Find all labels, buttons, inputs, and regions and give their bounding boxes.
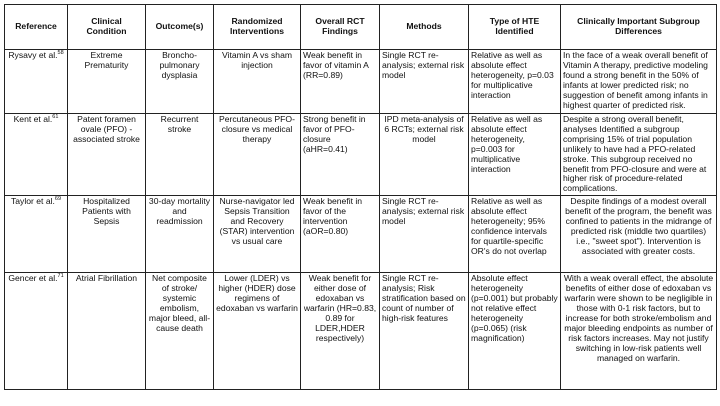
- cell-hte-type: Relative as well as absolute effect heterogeneity, p=0.03 for multiplicative interaction: [469, 50, 561, 114]
- reference-number: 71: [57, 273, 64, 280]
- cell-hte-type: Absolute effect heterogeneity (p=0.001) but probably not relative effect heterogeneity (p=0.065) (risk magnification): [469, 273, 561, 390]
- cell-outcomes: Broncho-pulmonary dysplasia: [146, 50, 214, 114]
- header-subgroup-differences: Clinically Important Subgroup Differences: [561, 5, 717, 50]
- cell-differences: Despite a strong overall benefit, analyses Identified a subgroup comprising 15% of trial population unlikely to have had a PFO-related stroke. This subgroup received no benefit from PFO-closure and were at higher risk of procedure-related complications.: [561, 114, 717, 196]
- cell-findings: Weak benefit in favor of the intervention (aOR=0.80): [301, 196, 380, 273]
- header-row: [5, 5, 717, 50]
- cell-differences: With a weak overall effect, the absolute benefits of either dose of edoxaban vs warfarin were shown to be negligible in those with 0-1 risk factors, but to increase for both stroke/embolism and major bleeding endpoints as number of risk factors increases. May not justify switching in low-risk patients well managed on warfarin.: [561, 273, 717, 390]
- cell-condition: Extreme Prematurity: [68, 50, 146, 114]
- cell-findings: Strong benefit in favor of PFO-closure (aHR=0.41): [301, 114, 380, 196]
- page: [4, 4, 716, 390]
- cell-methods: IPD meta-analysis of 6 RCTs; external risk model: [380, 114, 469, 196]
- cell-reference: [5, 50, 68, 114]
- cell-methods: Single RCT re-analysis; external risk model: [380, 50, 469, 114]
- reference-text: Kent et al.: [13, 114, 53, 124]
- cell-differences: Despite findings of a modest overall benefit of the program, the benefit was confined to patients in the midrange of predicted risk (middle two quartiles) i.e., "sweet spot"). Intervention is associated with greater costs.: [561, 196, 717, 273]
- cell-outcomes: 30-day mortality and readmission: [146, 196, 214, 273]
- cell-interventions: Lower (LDER) vs higher (HDER) dose regimens of edoxaban vs warfarin: [214, 273, 301, 390]
- cell-findings: Weak benefit in favor of vitamin A (RR=0.89): [301, 50, 380, 114]
- cell-methods: Single RCT re-analysis; Risk stratification based on count of number of high-risk features: [380, 273, 469, 390]
- cell-condition: Patent foramen ovale (PFO) - associated stroke: [68, 114, 146, 196]
- cell-outcomes: Recurrent stroke: [146, 114, 214, 196]
- header-reference: Reference: [5, 5, 68, 50]
- cell-findings: Weak benefit for either dose of edoxaban vs warfarin (HR=0.83, 0.89 for LDER,HDER respectively): [301, 273, 380, 390]
- table-row: [5, 196, 717, 273]
- cell-hte-type: Relative as well as absolute effect heterogeneity; 95% confidence intervals for quartile-specific OR's do not overlap: [469, 196, 561, 273]
- cell-reference: [5, 114, 68, 196]
- header-outcomes: Outcome(s): [146, 5, 214, 50]
- header-hte-type: Type of HTE Identified: [469, 5, 561, 50]
- cell-reference: [5, 196, 68, 273]
- header-overall-rct-findings: Overall RCT Findings: [301, 5, 380, 50]
- reference-number: 58: [57, 50, 64, 57]
- cell-methods: Single RCT re-analysis; external risk model: [380, 196, 469, 273]
- reference-text: Rysavy et al.: [8, 50, 58, 60]
- cell-condition: Hospitalized Patients with Sepsis: [68, 196, 146, 273]
- table-row: [5, 273, 717, 390]
- cell-hte-type: Relative as well as absolute effect heterogeneity, p=0.003 for multiplicative interaction: [469, 114, 561, 196]
- table-row: [5, 114, 717, 196]
- reference-number: 61: [52, 114, 59, 121]
- cell-interventions: Percutaneous PFO-closure vs medical therapy: [214, 114, 301, 196]
- header-clinical-condition: Clinical Condition: [68, 5, 146, 50]
- header-randomized-interventions: Randomized Interventions: [214, 5, 301, 50]
- cell-differences: In the face of a weak overall benefit of Vitamin A therapy, predictive modeling found a strong benefit in the 50% of infants at lower predicted risk; no suggestion of benefit among infants in highest quarter of predicted risk.: [561, 50, 717, 114]
- hte-table: [4, 4, 717, 390]
- cell-outcomes: Net composite of stroke/ systemic embolism, major bleed, all-cause death: [146, 273, 214, 390]
- reference-text: Gencer et al.: [8, 273, 58, 284]
- cell-interventions: Nurse-navigator led Sepsis Transition and Recovery (STAR) intervention vs usual care: [214, 196, 301, 273]
- cell-interventions: Vitamin A vs sham injection: [214, 50, 301, 114]
- reference-text: Taylor et al.: [10, 196, 55, 207]
- reference-number: 69: [54, 196, 62, 203]
- cell-condition: Atrial Fibrillation: [68, 273, 146, 390]
- cell-reference: [5, 273, 68, 390]
- table-row: [5, 50, 717, 114]
- header-methods: Methods: [380, 5, 469, 50]
